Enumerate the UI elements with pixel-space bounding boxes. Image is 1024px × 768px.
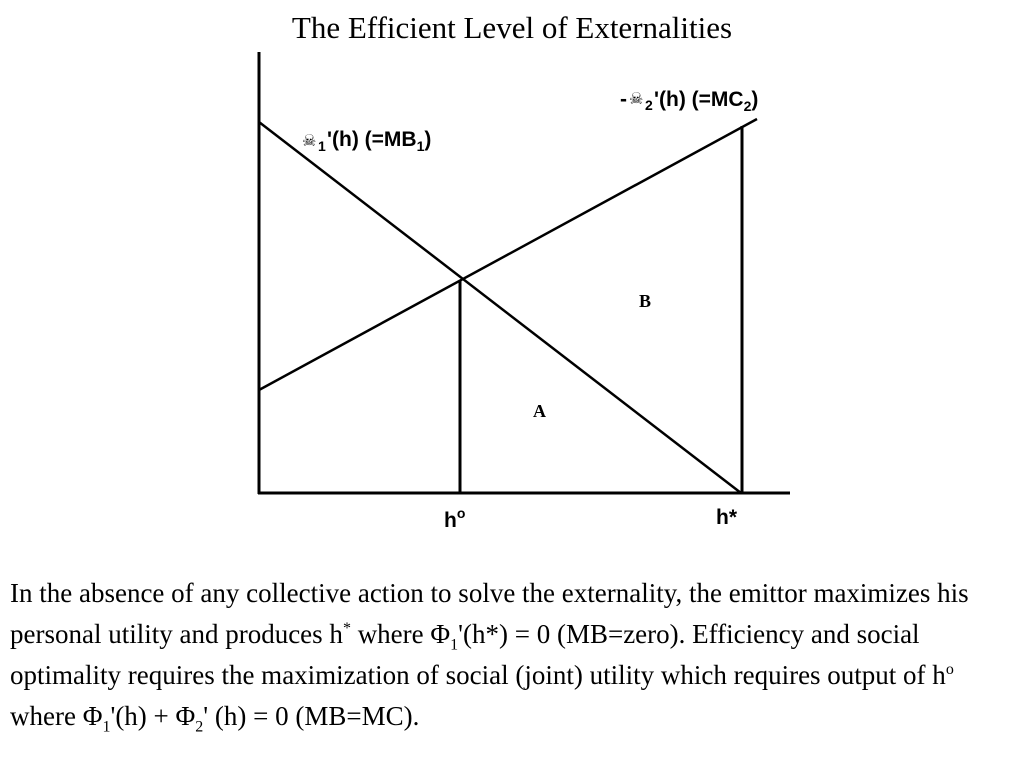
mb-text: '(h) $(=MB_1)$ bbox=[327, 128, 432, 154]
region-b-label: B bbox=[639, 291, 652, 311]
mc-curve-label bbox=[620, 88, 758, 114]
mc-sub: 2 bbox=[645, 97, 653, 113]
mb-sub: 1 bbox=[318, 138, 326, 154]
h-o-tick-label: $h^o$ bbox=[444, 505, 466, 532]
mc-text: '(h) $(=MC_2)$ bbox=[654, 88, 759, 114]
region-a-label: A bbox=[533, 401, 546, 421]
mc-curve bbox=[259, 119, 757, 390]
skull-icon: ☠ bbox=[302, 131, 317, 150]
explanation-paragraph: In the absence of any collective action to solve the externality, the emittor maximizes his personal utility and produces h* where $\Phi_1'(h*) = 0$ (MB=zero). Efficiency and social optimality requires the maximization of social (joint) utility which requires output of $h^o$ where $\Phi_1'(h) + \Phi_2'$ (h) = 0 (MB=MC). bbox=[10, 578, 969, 736]
mb-curve-label bbox=[302, 128, 431, 154]
mc-prefix: - bbox=[620, 88, 627, 111]
diagram-title: The Efficient Level of Externalities bbox=[291, 10, 733, 45]
skull-icon: ☠ bbox=[629, 89, 644, 108]
h-star-tick-label: h* bbox=[716, 506, 737, 529]
mb-curve bbox=[259, 122, 741, 493]
